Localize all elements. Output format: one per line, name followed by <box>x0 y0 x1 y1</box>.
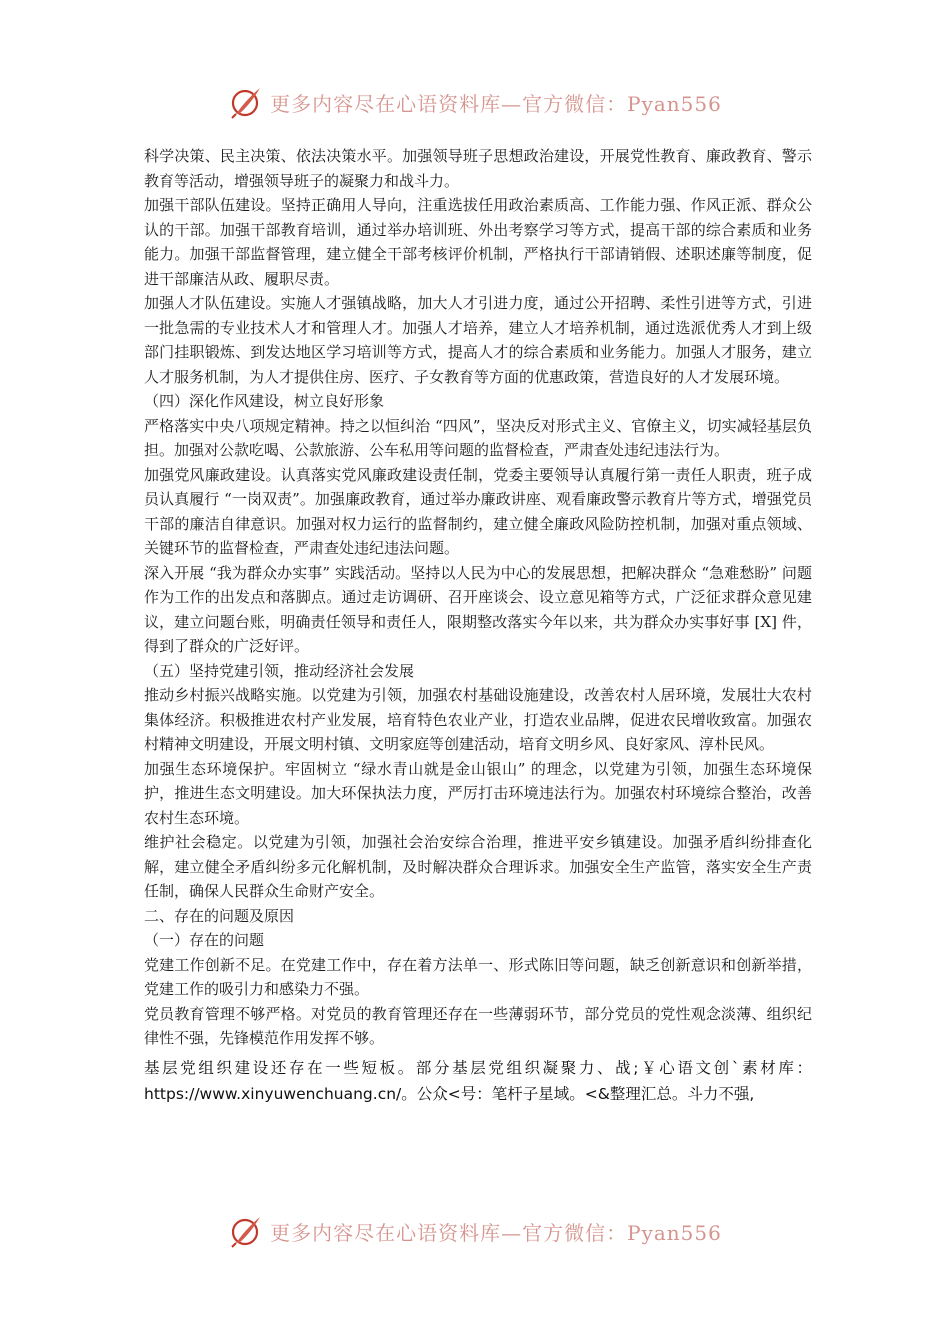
section-heading: 二、存在的问题及原因 <box>144 906 295 925</box>
paragraph: 党员教育管理不够严格。对党员的教育管理还存在一些薄弱环节，部分党员的党性观念淡薄、组织纪律性不强，先锋模范作用发挥不够。 <box>144 1004 812 1047</box>
footer-banner <box>0 1211 950 1251</box>
promo-paragraph: 基层党组织建设还存在一些短板。部分基层党组织凝聚力、战;￥心语文创`素材库：https://www.xinyuwenchuang.cn/。公众<号：笔杆子星域。<&整理汇总。斗力不强, <box>144 1058 812 1103</box>
quill-logo-icon <box>228 84 264 120</box>
quill-logo-icon <box>228 1213 264 1249</box>
paragraph: 深入开展 “我为群众办实事” 实践活动。坚持以人民为中心的发展思想，把解决群众 “急难愁盼” 问题作为工作的出发点和落脚点。通过走访调研、召开座谈会、设立意见箱等方式，广泛征求群众意见建议，建立问题台账，明确责任领导和责任人，限期整改落实今年以来，共为群众办实事好事 [X] 件，得到了群众的广泛好评。 <box>144 563 812 655</box>
section-heading: （五）坚持党建引领，推动经济社会发展 <box>144 661 415 680</box>
document-body <box>144 144 812 1107</box>
section-heading: （一）存在的问题 <box>144 931 265 949</box>
paragraph: 加强人才队伍建设。实施人才强镇战略，加大人才引进力度，通过公开招聘、柔性引进等方式，引进一批急需的专业技术人才和管理人才。加强人才培养，建立人才培养机制，通过选派优秀人才到上级部门挂职锻炼、到发达地区学习培训等方式，提高人才的综合素质和业务能力。加强人才服务，建立人才服务机制，为人才提供住房、医疗、子女教育等方面的优惠政策，营造良好的人才发展环境。 <box>144 294 812 386</box>
header-banner-text: 更多内容尽在心语资料库—官方微信：Pyan556 <box>270 91 722 116</box>
paragraph: 党建工作创新不足。在党建工作中，存在着方法单一、形式陈旧等问题，缺乏创新意识和创新举措，党建工作的吸引力和感染力不强。 <box>144 955 812 998</box>
header-banner <box>0 82 950 122</box>
paragraph: 推动乡村振兴战略实施。以党建为引领，加强农村基础设施建设，改善农村人居环境，发展壮大农村集体经济。积极推进农村产业发展，培育特色农业产业，打造农业品牌，促进农民增收致富。加强农村精神文明建设，开展文明村镇、文明家庭等创建活动，培育文明乡风、良好家风、淳朴民风。 <box>144 686 812 753</box>
paragraph: 科学决策、民主决策、依法决策水平。加强领导班子思想政治建设，开展党性教育、廉政教育、警示教育等活动，增强领导班子的凝聚力和战斗力。 <box>144 147 812 190</box>
footer-banner-text: 更多内容尽在心语资料库—官方微信：Pyan556 <box>270 1220 722 1245</box>
paragraph: 加强干部队伍建设。坚持正确用人导向，注重选拔任用政治素质高、工作能力强、作风正派、群众公认的干部。加强干部教育培训，通过举办培训班、外出考察学习等方式，提高干部的综合素质和业务能力。加强干部监督管理，建立健全干部考核评价机制，严格执行干部请销假、述职述廉等制度，促进干部廉洁从政、履职尽责。 <box>144 196 812 288</box>
paragraph: 加强生态环境保护。牢固树立 “绿水青山就是金山银山” 的理念，以党建为引领，加强生态环境保护，推进生态文明建设。加大环保执法力度，严厉打击环境违法行为。加强农村环境综合整治，改善农村生态环境。 <box>144 759 812 827</box>
paragraph: 严格落实中央八项规定精神。持之以恒纠治 “四风”，坚决反对形式主义、官僚主义，切实减轻基层负担。加强对公款吃喝、公款旅游、公车私用等问题的监督检查，严肃查处违纪违法行为。 <box>144 416 812 459</box>
paragraph: 加强党风廉政建设。认真落实党风廉政建设责任制，党委主要领导认真履行第一责任人职责，班子成员认真履行 “一岗双责”。加强廉政教育，通过举办廉政讲座、观看廉政警示教育片等方式，增强党员干部的廉洁自律意识。加强对权力运行的监督制约，建立健全廉政风险防控机制，加强对重点领域、关键环节的监督检查，严肃查处违纪违法问题。 <box>144 465 812 557</box>
paragraph: 维护社会稳定。以党建为引领，加强社会治安综合治理，推进平安乡镇建设。加强矛盾纠纷排查化解，建立健全矛盾纠纷多元化解机制，及时解决群众合理诉求。加强安全生产监管，落实安全生产责任制，确保人民群众生命财产安全。 <box>144 833 812 900</box>
section-heading: （四）深化作风建设，树立良好形象 <box>144 392 385 410</box>
